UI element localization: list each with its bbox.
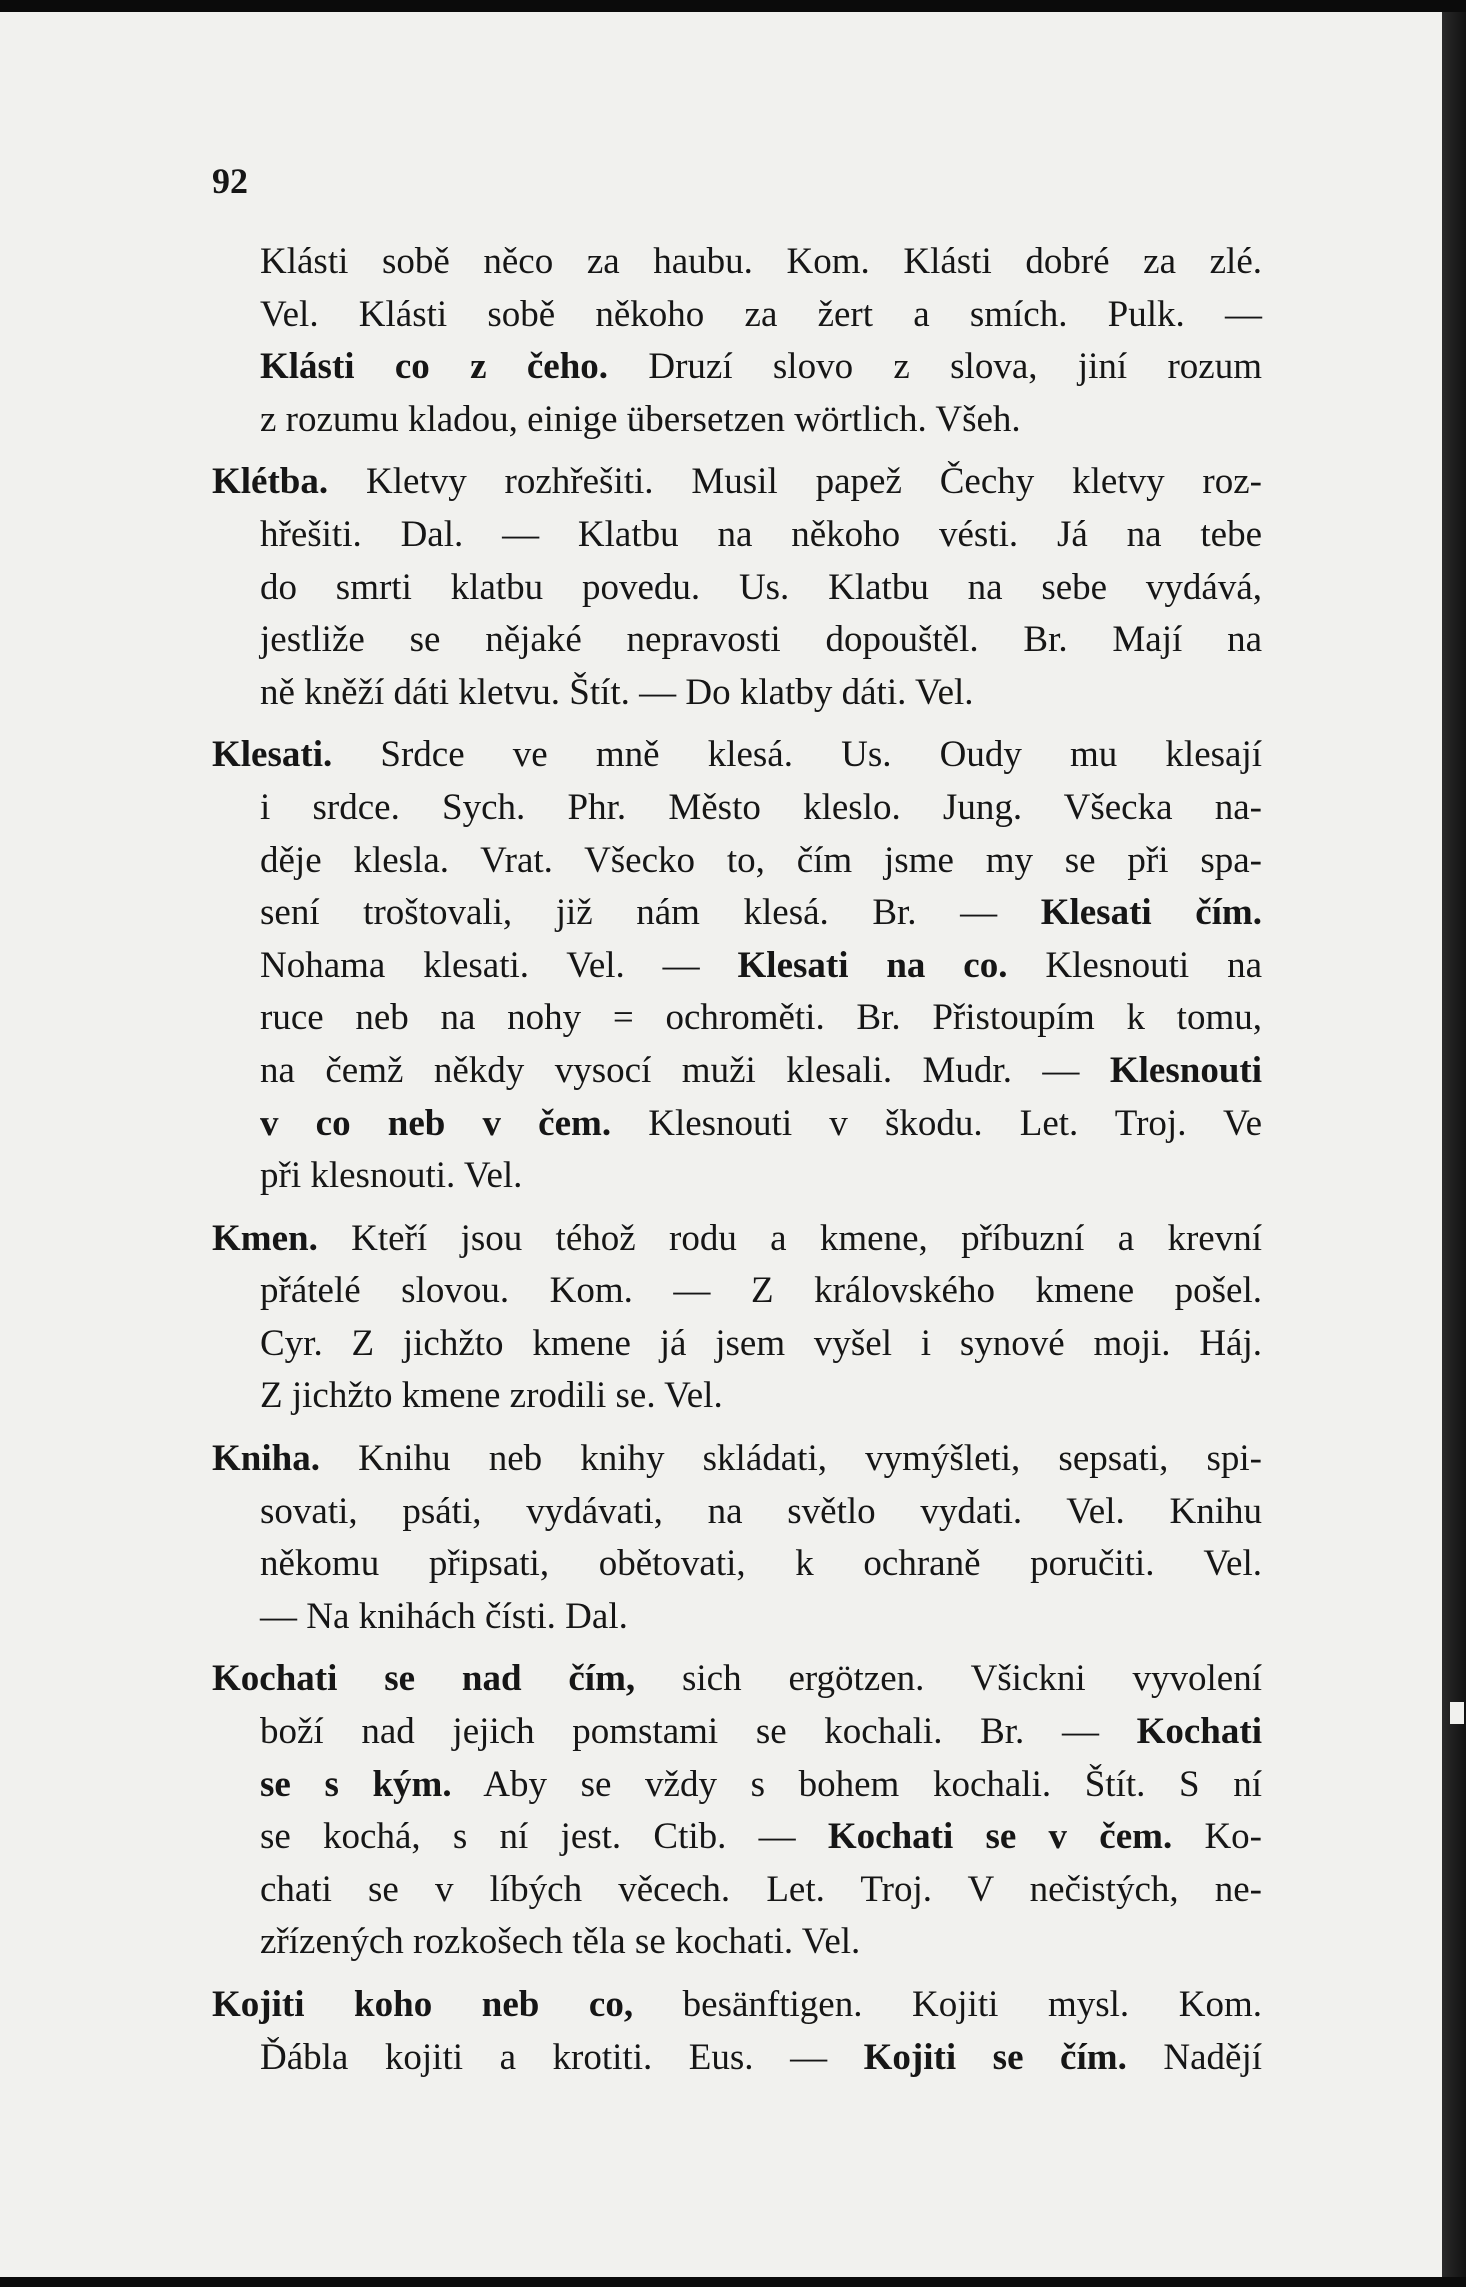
text-line <box>212 1706 1262 1759</box>
text-segment: přátelé slovou. Kom. — Z královského kmene pošel. <box>260 1270 1262 1312</box>
text-line <box>212 1864 1262 1917</box>
text-segment: z rozumu kladou, einige übersetzen wörtlich. Všeh. <box>260 398 1021 440</box>
text-segment: se kochá, s ní jest. Ctib. — <box>260 1816 828 1858</box>
text-line <box>212 729 1262 782</box>
text-line <box>212 1045 1262 1098</box>
text-line <box>212 1265 1262 1318</box>
text-segment: při klesnouti. Vel. <box>260 1155 523 1197</box>
edge-mark <box>1450 1702 1464 1724</box>
text-segment: na čemž někdy vysocí muži klesali. Mudr. — <box>260 1049 1110 1091</box>
text-segment: Kletvy rozhřešiti. Musil papež Čechy kletvy roz- <box>328 461 1262 503</box>
text-line <box>212 940 1262 993</box>
text-line <box>212 1916 1262 1969</box>
text-segment: někomu připsati, obětovati, k ochraně poručiti. Vel. <box>260 1543 1262 1585</box>
text-line <box>212 456 1262 509</box>
text-segment: Kteří jsou téhož rodu a kmene, příbuzní a krevní <box>317 1217 1262 1259</box>
headword: Kochati <box>1136 1711 1262 1753</box>
text-line <box>212 1370 1262 1423</box>
text-line <box>212 341 1262 394</box>
text-segment: Nadějí <box>1126 2036 1263 2078</box>
text-line <box>212 1213 1262 1266</box>
text-line <box>212 1318 1262 1371</box>
text-segment: zřízených rozkošech těla se kochati. Vel. <box>260 1921 861 1963</box>
text-line <box>212 509 1262 562</box>
text-line <box>212 1979 1262 2032</box>
text-segment: ně kněží dáti kletvu. Štít. — Do klatby dáti. Vel. <box>260 671 974 713</box>
text-line <box>212 1486 1262 1539</box>
text-segment: ruce neb na nohy = ochroměti. Br. Přistoupím k tomu, <box>260 997 1262 1039</box>
headword: Kniha. <box>212 1438 320 1480</box>
page-number: 92 <box>212 161 248 201</box>
text-segment: sovati, psáti, vydávati, na světlo vydati. Vel. Knihu <box>260 1490 1262 1532</box>
headword: se s kým. <box>260 1763 452 1805</box>
text-segment: Srdce ve mně klesá. Us. Oudy mu klesají <box>332 734 1262 776</box>
page-edge <box>1442 12 1466 2277</box>
text-line <box>212 394 1262 447</box>
text-line <box>212 614 1262 667</box>
text-segment: Cyr. Z jichžto kmene já jsem vyšel i synové moji. Háj. <box>260 1322 1262 1364</box>
text-segment: děje klesla. Vrat. Všecko to, čím jsme my se při spa- <box>260 839 1262 881</box>
text-segment: Knihu neb knihy skládati, vymýšleti, sepsati, spi- <box>319 1438 1262 1480</box>
text-segment: Aby se vždy s bohem kochali. Štít. S ní <box>451 1763 1263 1805</box>
text-segment: hřešiti. Dal. — Klatbu na někoho vésti. Já na tebe <box>260 513 1262 555</box>
headword: Klesati čím. <box>1040 892 1262 934</box>
text-segment: Druzí slovo z slova, jiní rozum <box>608 346 1262 388</box>
text-segment: Z jichžto kmene zrodili se. Vel. <box>260 1375 723 1417</box>
headword: Kochati se v čem. <box>827 1816 1173 1858</box>
text-line <box>212 1811 1262 1864</box>
text-line <box>212 2032 1262 2085</box>
headword: v co neb v čem. <box>260 1102 612 1144</box>
headword: Klétba. <box>212 461 329 503</box>
text-line <box>212 1759 1262 1812</box>
headword: Klesati. <box>212 734 333 776</box>
text-segment: Nohama klesati. Vel. — <box>260 944 738 986</box>
text-line <box>212 289 1262 342</box>
headword: Kojiti koho neb co, <box>212 1984 634 2025</box>
headword: Klásti co z čeho. <box>260 346 609 388</box>
text-line <box>212 1591 1262 1644</box>
text-segment: jestliže se nějaké nepravosti dopouštěl. Br. Mají na <box>260 619 1262 661</box>
headword: Klesati na co. <box>737 944 1008 986</box>
text-segment: besänftigen. Kojiti mysl. Kom. <box>633 1984 1262 2025</box>
text-line <box>212 1433 1262 1486</box>
text-segment: Ďábla kojiti a krotiti. Eus. — <box>260 2036 864 2078</box>
text-segment: Ko- <box>1172 1816 1262 1858</box>
text-segment: — Na knihách čísti. Dal. <box>260 1595 628 1637</box>
text-segment: Klesnouti v škodu. Let. Troj. Ve <box>611 1102 1262 1144</box>
dictionary-text <box>212 236 1262 2084</box>
text-segment: Klesnouti na <box>1007 944 1262 986</box>
text-segment: chati se v líbých věcech. Let. Troj. V nečistých, ne- <box>260 1868 1262 1910</box>
text-line <box>212 1538 1262 1591</box>
text-line <box>212 887 1262 940</box>
text-line <box>212 236 1262 289</box>
text-line <box>212 667 1262 720</box>
text-segment: sení troštovali, již nám klesá. Br. — <box>260 892 1041 934</box>
headword: Kmen. <box>212 1217 318 1259</box>
headword: Klesnouti <box>1109 1049 1262 1091</box>
text-line <box>212 835 1262 888</box>
headword: Kochati se nad čím, <box>212 1658 636 1700</box>
text-segment: sich ergötzen. Všickni vyvolení <box>635 1658 1262 1700</box>
text-line <box>212 1150 1262 1203</box>
text-line <box>212 1653 1262 1706</box>
text-segment: boží nad jejich pomstami se kochali. Br. — <box>260 1711 1137 1753</box>
text-segment: i srdce. Sych. Phr. Město kleslo. Jung. Všecka na- <box>260 786 1262 828</box>
text-line <box>212 992 1262 1045</box>
text-segment: do smrti klatbu povedu. Us. Klatbu na sebe vydává, <box>260 566 1262 608</box>
text-segment: Klásti sobě něco za haubu. Kom. Klásti dobré za zlé. <box>260 241 1262 282</box>
text-segment: Vel. Klásti sobě někoho za žert a smích. Pulk. — <box>260 293 1262 335</box>
text-line <box>212 782 1262 835</box>
book-page <box>0 12 1442 2277</box>
text-line <box>212 1098 1262 1151</box>
headword: Kojiti se čím. <box>863 2036 1127 2078</box>
text-line <box>212 562 1262 615</box>
